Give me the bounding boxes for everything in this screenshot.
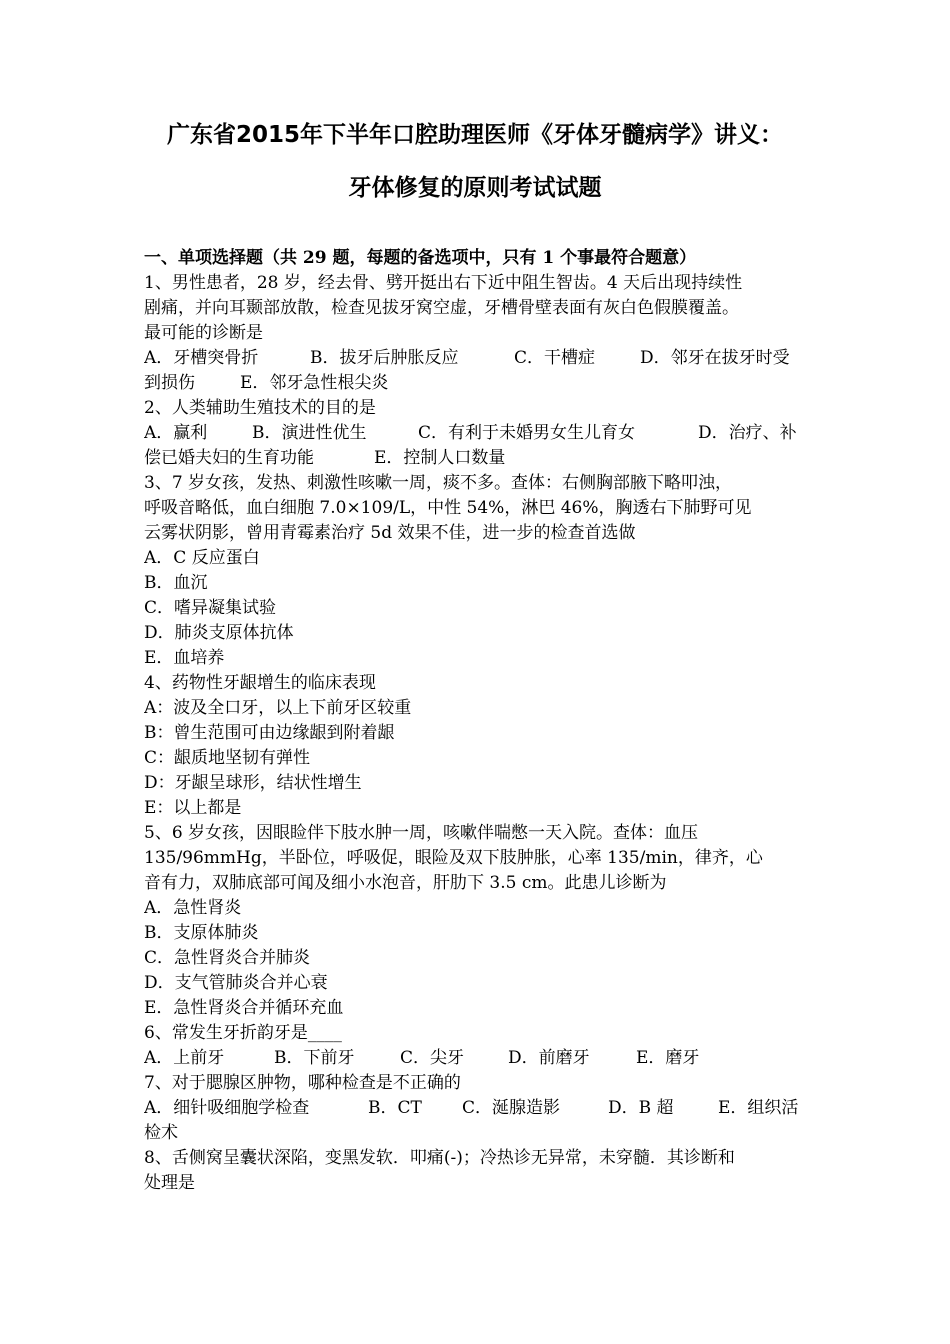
q1-stem-line: 剧痛，并向耳颞部放散，检查见拔牙窝空虚，牙槽骨壁表面有灰白色假膜覆盖。 bbox=[144, 298, 739, 318]
q2-option: 偿已婚夫妇的生育功能 bbox=[144, 448, 314, 468]
q6-option: E．磨牙 bbox=[636, 1048, 700, 1068]
q1-options-line2 bbox=[144, 371, 808, 396]
q7-option: D．B 超 bbox=[608, 1098, 674, 1118]
q1-options-line1 bbox=[144, 346, 808, 371]
q5-stem-line: 135/96mmHg，半卧位，呼吸促，眼险及双下肢肿胀，心率 135/min，律齐，心 bbox=[144, 848, 763, 868]
q2-option: E．控制人口数量 bbox=[374, 448, 506, 468]
q3-option: A．C 反应蛋白 bbox=[144, 548, 260, 568]
q4-stem: 4、药物性牙龈增生的临床表现 bbox=[144, 673, 376, 693]
q1-option: A．牙槽突骨折 bbox=[144, 348, 259, 368]
q7-options-line2: 检术 bbox=[144, 1123, 178, 1143]
q7-option: E．组织活 bbox=[718, 1098, 799, 1118]
q6-stem: 6、常发生牙折韵牙是____ bbox=[144, 1023, 342, 1043]
q3-option: D．肺炎支原体抗体 bbox=[144, 623, 294, 643]
q6-option: C．尖牙 bbox=[400, 1048, 465, 1068]
q7-option: B．CT bbox=[368, 1098, 422, 1118]
q2-options-line1 bbox=[144, 421, 808, 446]
q3-stem-line: 云雾状阴影，曾用青霉素治疗 5d 效果不佳，进一步的检查首选做 bbox=[144, 523, 636, 543]
q3-stem-line: 呼吸音略低，血白细胞 7.0×109/L，中性 54%，淋巴 46%，胸透右下肺野可见 bbox=[144, 498, 752, 518]
q4-option: C：龈质地坚韧有弹性 bbox=[144, 748, 311, 768]
q6-option: A．上前牙 bbox=[144, 1048, 225, 1068]
q7-option: C．涎腺造影 bbox=[462, 1098, 561, 1118]
document-title-line2: 牙体修复的原则考试试题 bbox=[348, 175, 602, 201]
q3-option: C．嗜异凝集试验 bbox=[144, 598, 277, 618]
q1-stem-line: 1、男性患者，28 岁，经去骨、劈开挺出右下近中阻生智齿。4 天后出现持续性 bbox=[144, 273, 743, 293]
q6-options bbox=[144, 1046, 808, 1071]
q2-option: D．治疗、补 bbox=[698, 423, 797, 443]
document-body bbox=[144, 246, 808, 1196]
q5-stem-line: 5、6 岁女孩，因眼睑伴下肢水肿一周，咳嗽伴喘憋一天入院。查体：血压 bbox=[144, 823, 699, 843]
q4-option: E：以上都是 bbox=[144, 798, 242, 818]
q1-option: E．邻牙急性根尖炎 bbox=[240, 373, 389, 393]
q1-option: D．邻牙在拔牙时受 bbox=[640, 348, 790, 368]
q5-option: E．急性肾炎合并循环充血 bbox=[144, 998, 344, 1018]
q7-options-line1 bbox=[144, 1096, 808, 1121]
q4-option: D：牙龈呈球形，结状性增生 bbox=[144, 773, 362, 793]
q1-option: B．拔牙后肿胀反应 bbox=[310, 348, 459, 368]
q1-stem-line: 最可能的诊断是 bbox=[144, 323, 263, 343]
q5-option: B．支原体肺炎 bbox=[144, 923, 259, 943]
q7-option: A．细针吸细胞学检查 bbox=[144, 1098, 310, 1118]
q4-option: B：曾生范围可由边缘龈到附着龈 bbox=[144, 723, 395, 743]
q8-stem-line: 处理是 bbox=[144, 1173, 195, 1193]
q2-stem: 2、人类辅助生殖技术的目的是 bbox=[144, 398, 376, 418]
q5-option: D．支气管肺炎合并心衰 bbox=[144, 973, 328, 993]
q6-option: D．前磨牙 bbox=[508, 1048, 590, 1068]
q1-option: C．干槽症 bbox=[514, 348, 596, 368]
q5-option: A．急性肾炎 bbox=[144, 898, 242, 918]
document-title-line1: 广东省2015年下半年口腔助理医师《牙体牙髓病学》讲义： bbox=[166, 122, 783, 148]
q3-option: E．血培养 bbox=[144, 648, 225, 668]
q2-option: C．有利于未婚男女生儿育女 bbox=[418, 423, 636, 443]
q2-option: B．演进性优生 bbox=[252, 423, 367, 443]
q6-option: B．下前牙 bbox=[274, 1048, 355, 1068]
section-heading: 一、单项选择题（共 29 题，每题的备选项中，只有 1 个事最符合题意） bbox=[144, 248, 697, 268]
q5-option: C．急性肾炎合并肺炎 bbox=[144, 948, 311, 968]
q3-stem-line: 3、7 岁女孩，发热、刺激性咳嗽一周，痰不多。查体：右侧胸部腋下略叩浊， bbox=[144, 473, 733, 493]
q2-options-line2 bbox=[144, 446, 808, 471]
q2-option: A．赢利 bbox=[144, 423, 208, 443]
q8-stem-line: 8、舌侧窝呈囊状深陷，变黑发软．叩痛(-)；冷热诊无异常，未穿髓．其诊断和 bbox=[144, 1148, 735, 1168]
q7-stem: 7、对于腮腺区肿物，哪种检查是不正确的 bbox=[144, 1073, 461, 1093]
q4-option: A：波及全口牙，以上下前牙区较重 bbox=[144, 698, 412, 718]
q5-stem-line: 音有力，双肺底部可闻及细小水泡音，肝肋下 3.5 cm。此患儿诊断为 bbox=[144, 873, 667, 893]
q3-option: B．血沉 bbox=[144, 573, 208, 593]
q1-option: 到损伤 bbox=[144, 373, 195, 393]
